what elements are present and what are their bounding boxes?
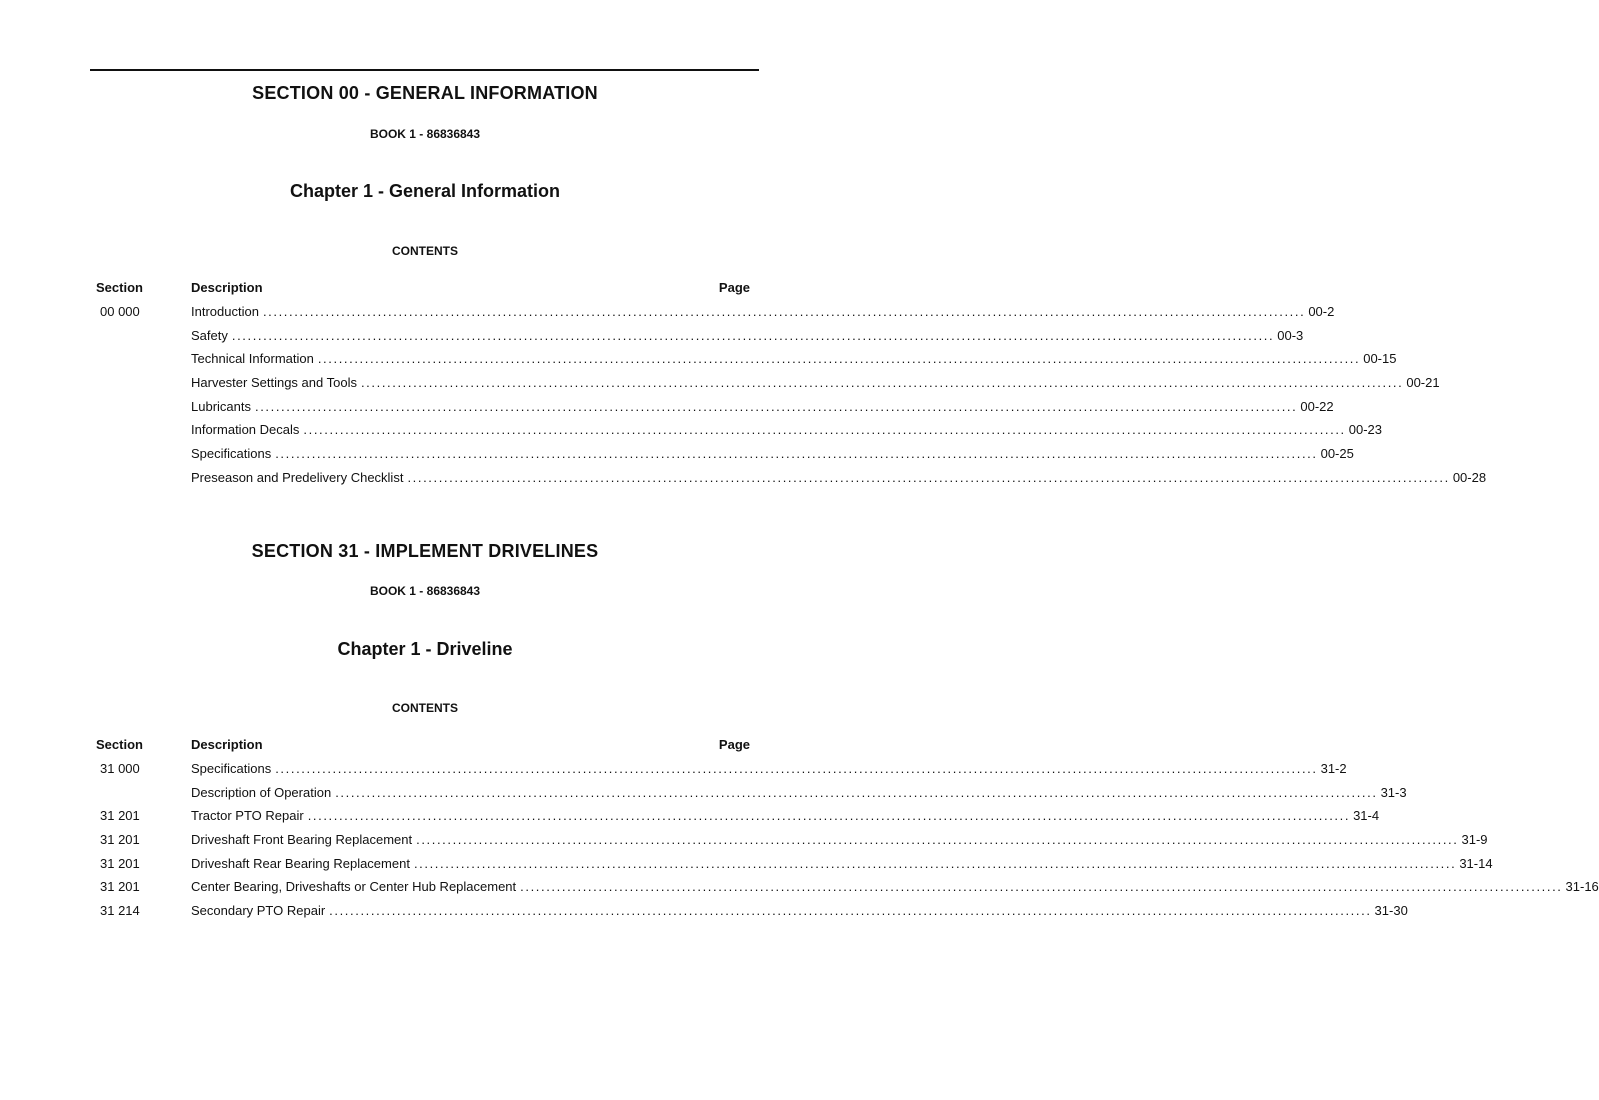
toc-page-number: 00-22 — [1300, 398, 1334, 414]
chapter-title: Chapter 1 - Driveline — [337, 639, 513, 659]
book-number: BOOK 1 - 86836843 — [369, 584, 481, 598]
toc-page-number: 00-23 — [1348, 422, 1383, 438]
toc-row — [96, 422, 1383, 446]
toc-row — [96, 375, 1440, 399]
toc-row — [96, 351, 1397, 375]
toc-entry — [191, 903, 1408, 919]
toc-page-number: 31-9 — [1461, 832, 1488, 848]
toc-row — [96, 879, 1599, 903]
toc-leader-dots: ........................................................................................................................................................................................................ — [413, 855, 1457, 871]
toc-page-number: 31-4 — [1353, 808, 1380, 824]
toc-description: Driveshaft Rear Bearing Replacement — [191, 855, 410, 871]
toc-section-number: 31 201 — [100, 855, 140, 871]
toc-row — [96, 761, 1347, 785]
toc-description: Center Bearing, Driveshafts or Center Hub Replacement — [191, 879, 517, 895]
column-header-page: Page — [718, 737, 750, 752]
toc-page-number: 00-21 — [1406, 375, 1440, 391]
column-header-section: Section — [96, 737, 143, 752]
toc-description: Safety — [191, 327, 228, 343]
toc-leader-dots: ........................................................................................................................................................................................................ — [275, 761, 1318, 776]
toc-section-number: 31 201 — [100, 879, 140, 895]
contents-heading: CONTENTS — [392, 244, 458, 258]
toc-row — [96, 903, 1408, 927]
toc-description: Lubricants — [191, 398, 251, 414]
toc-description: Preseason and Predelivery Checklist — [191, 469, 404, 485]
chapter-title: Chapter 1 - General Information — [289, 181, 561, 201]
toc-leader-dots: ........................................................................................................................................................................................................ — [307, 808, 1351, 824]
toc-entry — [191, 375, 1440, 391]
toc-entry — [191, 422, 1383, 438]
contents-header-row — [96, 737, 750, 761]
toc-description: Specifications — [191, 761, 272, 776]
toc-leader-dots: ........................................................................................................................................................................................................ — [303, 422, 1346, 438]
toc-entry — [191, 879, 1599, 895]
book-number: BOOK 1 - 86836843 — [369, 127, 481, 141]
toc-entry — [191, 351, 1397, 367]
toc-leader-dots: ........................................................................................................................................................................................................ — [231, 327, 1275, 343]
contents-header-row — [96, 280, 750, 304]
toc-description: Technical Information — [191, 351, 314, 367]
column-header-description: Description — [191, 737, 263, 752]
toc-description: Harvester Settings and Tools — [191, 375, 357, 391]
toc-row — [96, 327, 1304, 352]
toc-page-number: 00-2 — [1308, 304, 1335, 319]
toc-entry — [191, 761, 1347, 776]
toc-description: Specifications — [191, 446, 272, 462]
toc-row — [96, 808, 1380, 832]
toc-page-number: 31-3 — [1380, 784, 1407, 800]
toc-leader-dots: ........................................................................................................................................................................................................ — [262, 304, 1306, 319]
toc-description: Introduction — [191, 304, 259, 319]
toc-page-number: 00-3 — [1277, 327, 1304, 343]
toc-entry — [191, 808, 1380, 824]
toc-page-number: 31-30 — [1374, 903, 1408, 919]
column-header-section: Section — [96, 280, 143, 295]
toc-entry — [191, 784, 1407, 800]
toc-row — [96, 304, 1335, 328]
toc-entry — [191, 304, 1335, 319]
toc-section-number: 31 214 — [100, 903, 140, 919]
toc-leader-dots: ........................................................................................................................................................................................................ — [416, 832, 1459, 848]
toc-row — [96, 398, 1334, 423]
column-header-description: Description — [191, 280, 263, 295]
section-title: SECTION 31 - IMPLEMENT DRIVELINES — [251, 541, 599, 561]
contents-heading: CONTENTS — [392, 701, 458, 715]
toc-entry — [191, 327, 1304, 343]
toc-section-number: 00 000 — [100, 304, 140, 319]
toc-page-number: 31-16 — [1565, 879, 1599, 895]
toc-leader-dots: ........................................................................................................................................................................................................ — [329, 903, 1372, 919]
toc-description: Tractor PTO Repair — [191, 808, 304, 824]
toc-leader-dots: ........................................................................................................................................................................................................ — [335, 784, 1378, 800]
toc-page-number: 00-15 — [1363, 351, 1397, 367]
toc-row — [96, 855, 1493, 880]
toc-page-number: 31-2 — [1320, 761, 1347, 776]
toc-row — [96, 784, 1407, 809]
toc-leader-dots: ........................................................................................................................................................................................................ — [360, 375, 1404, 391]
toc-entry — [191, 832, 1488, 848]
toc-section-number: 31 201 — [100, 808, 140, 824]
toc-row — [96, 832, 1488, 856]
top-rule — [90, 69, 759, 71]
toc-entry — [191, 855, 1493, 871]
toc-description: Description of Operation — [191, 784, 332, 800]
toc-description: Driveshaft Front Bearing Replacement — [191, 832, 413, 848]
column-header-page: Page — [718, 280, 750, 295]
toc-row — [96, 469, 1487, 494]
toc-page-number: 31-14 — [1459, 855, 1493, 871]
contents-table — [96, 737, 1599, 927]
toc-leader-dots: ........................................................................................................................................................................................................ — [520, 879, 1563, 895]
toc-row — [96, 446, 1354, 470]
toc-leader-dots: ........................................................................................................................................................................................................ — [254, 398, 1298, 414]
toc-description: Secondary PTO Repair — [191, 903, 326, 919]
toc-entry — [191, 446, 1354, 462]
toc-page-number: 00-28 — [1452, 469, 1487, 485]
toc-section-number: 31 000 — [100, 761, 140, 776]
toc-leader-dots: ........................................................................................................................................................................................................ — [317, 351, 1361, 367]
section-title: SECTION 00 - GENERAL INFORMATION — [252, 83, 598, 103]
toc-entry — [191, 398, 1334, 414]
toc-entry — [191, 469, 1487, 485]
toc-leader-dots: ........................................................................................................................................................................................................ — [407, 469, 1450, 485]
toc-page-number: 00-25 — [1320, 446, 1354, 462]
toc-description: Information Decals — [191, 422, 300, 438]
toc-section-number: 31 201 — [100, 832, 140, 848]
toc-leader-dots: ........................................................................................................................................................................................................ — [275, 446, 1318, 462]
contents-table — [96, 280, 1487, 494]
